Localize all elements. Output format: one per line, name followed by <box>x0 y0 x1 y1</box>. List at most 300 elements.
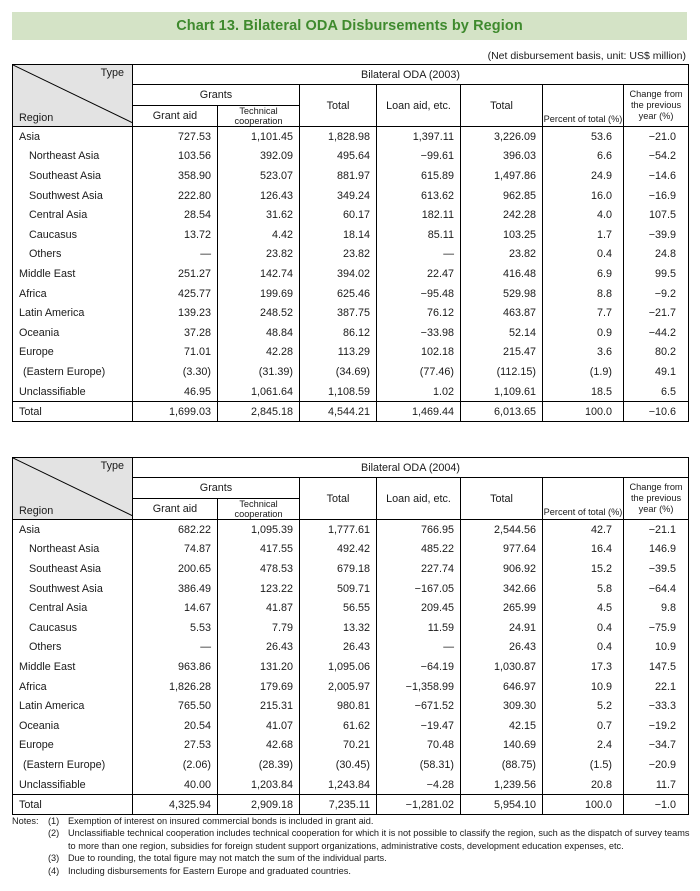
change-cell: −75.9 <box>624 618 689 638</box>
grants-total-cell: 7,235.11 <box>300 795 377 815</box>
table-row <box>13 755 689 775</box>
region-cell: Asia <box>13 520 133 540</box>
percent-header: Percent of total (%) <box>543 478 624 520</box>
note-key: (4) <box>48 865 60 876</box>
table-row <box>13 264 689 284</box>
grants-total-cell: 980.81 <box>300 696 377 716</box>
change-cell: −1.0 <box>624 795 689 815</box>
region-cell: Europe <box>13 343 133 363</box>
change-cell: −34.7 <box>624 736 689 756</box>
table-row <box>13 618 689 638</box>
grant-aid-cell: 425.77 <box>133 284 218 304</box>
percent-cell: 2.4 <box>543 736 624 756</box>
grant-aid-cell: 358.90 <box>133 166 218 186</box>
grants-header: Grants <box>133 85 300 106</box>
region-cell: Total <box>13 795 133 815</box>
region-cell: Southwest Asia <box>13 579 133 599</box>
grant-aid-cell: 727.53 <box>133 127 218 147</box>
grant-aid-cell: 103.56 <box>133 147 218 167</box>
percent-cell: 53.6 <box>543 127 624 147</box>
region-cell: Caucasus <box>13 225 133 245</box>
total-cell: (88.75) <box>461 755 543 775</box>
loan-aid-cell: (77.46) <box>377 362 461 382</box>
change-cell: −39.5 <box>624 559 689 579</box>
grant-aid-cell: 71.01 <box>133 343 218 363</box>
grants-total-cell: (30.45) <box>300 755 377 775</box>
grant-aid-cell: 963.86 <box>133 657 218 677</box>
total-cell: 396.03 <box>461 147 543 167</box>
tech-coop-cell: 1,061.64 <box>218 382 300 402</box>
grants-total-cell: 679.18 <box>300 559 377 579</box>
percent-cell: 3.6 <box>543 343 624 363</box>
percent-cell: 100.0 <box>543 402 624 422</box>
percent-cell: 8.8 <box>543 284 624 304</box>
change-cell: 80.2 <box>624 343 689 363</box>
change-cell: −21.0 <box>624 127 689 147</box>
percent-cell: 0.4 <box>543 638 624 658</box>
grant-aid-cell: — <box>133 638 218 658</box>
total-cell: 342.66 <box>461 579 543 599</box>
table-row <box>13 284 689 304</box>
percent-cell: 16.0 <box>543 186 624 206</box>
tech-coop-cell: 199.69 <box>218 284 300 304</box>
percent-cell: 7.7 <box>543 303 624 323</box>
note-item <box>12 815 692 827</box>
total-cell: 646.97 <box>461 677 543 697</box>
region-cell: (Eastern Europe) <box>13 362 133 382</box>
note-text: Exemption of interest on insured commercial bonds is included in grant aid. <box>68 816 374 826</box>
grants-total-cell: 492.42 <box>300 540 377 560</box>
loan-aid-cell: −64.19 <box>377 657 461 677</box>
total-cell: 140.69 <box>461 736 543 756</box>
loan-aid-cell: 227.74 <box>377 559 461 579</box>
percent-cell: 5.2 <box>543 696 624 716</box>
grant-aid-cell: 200.65 <box>133 559 218 579</box>
loan-aid-cell: −671.52 <box>377 696 461 716</box>
total-cell: 6,013.65 <box>461 402 543 422</box>
loan-aid-cell: 613.62 <box>377 186 461 206</box>
loan-aid-cell: (58.31) <box>377 755 461 775</box>
grant-aid-cell: 40.00 <box>133 775 218 795</box>
table-caption: Bilateral ODA (2004) <box>133 458 689 478</box>
grant-aid-cell: 251.27 <box>133 264 218 284</box>
grants-total-cell: 70.21 <box>300 736 377 756</box>
tech-coop-cell: 131.20 <box>218 657 300 677</box>
note-item <box>12 852 692 864</box>
grant-aid-cell: 13.72 <box>133 225 218 245</box>
grant-aid-cell: 37.28 <box>133 323 218 343</box>
change-header: Change from the previous year (%) <box>624 478 689 520</box>
change-cell: −21.7 <box>624 303 689 323</box>
region-cell: Central Asia <box>13 598 133 618</box>
total-cell: 2,544.56 <box>461 520 543 540</box>
tech-coop-cell: 2,909.18 <box>218 795 300 815</box>
region-label: Region <box>19 112 54 124</box>
grants-total-header: Total <box>300 85 377 127</box>
change-cell: −14.6 <box>624 166 689 186</box>
loan-aid-cell: 76.12 <box>377 303 461 323</box>
region-cell: Africa <box>13 677 133 697</box>
total-cell: 463.87 <box>461 303 543 323</box>
total-cell: 1,030.87 <box>461 657 543 677</box>
loan-aid-cell: 22.47 <box>377 264 461 284</box>
change-cell: 10.9 <box>624 638 689 658</box>
total-cell: 962.85 <box>461 186 543 206</box>
total-cell: 52.14 <box>461 323 543 343</box>
grants-total-cell: 881.97 <box>300 166 377 186</box>
table-row <box>13 559 689 579</box>
region-cell: Oceania <box>13 323 133 343</box>
tech-coop-cell: 1,095.39 <box>218 520 300 540</box>
loan-aid-cell: 70.48 <box>377 736 461 756</box>
region-cell: Unclassifiable <box>13 775 133 795</box>
table-row <box>13 775 689 795</box>
table-row <box>13 245 689 265</box>
region-cell: Northeast Asia <box>13 540 133 560</box>
region-cell: Latin America <box>13 303 133 323</box>
region-cell: Asia <box>13 127 133 147</box>
change-cell: −33.3 <box>624 696 689 716</box>
grant-aid-cell: 27.53 <box>133 736 218 756</box>
change-cell: −39.9 <box>624 225 689 245</box>
total-cell: 1,239.56 <box>461 775 543 795</box>
table-row <box>13 186 689 206</box>
change-cell: −16.9 <box>624 186 689 206</box>
unit-note: (Net disbursement basis, unit: US$ million) <box>487 50 686 62</box>
tech-coop-cell: (28.39) <box>218 755 300 775</box>
table-row <box>13 696 689 716</box>
tech-coop-cell: 41.07 <box>218 716 300 736</box>
change-cell: 22.1 <box>624 677 689 697</box>
grants-total-cell: 2,005.97 <box>300 677 377 697</box>
grant-aid-cell: 1,699.03 <box>133 402 218 422</box>
grants-total-cell: 26.43 <box>300 638 377 658</box>
percent-cell: 4.5 <box>543 598 624 618</box>
loan-aid-cell: 485.22 <box>377 540 461 560</box>
change-cell: 146.9 <box>624 540 689 560</box>
loan-aid-cell: −99.61 <box>377 147 461 167</box>
grants-total-header: Total <box>300 478 377 520</box>
grants-total-cell: 23.82 <box>300 245 377 265</box>
total-cell: 309.30 <box>461 696 543 716</box>
table-row <box>13 323 689 343</box>
grant-aid-cell: 4,325.94 <box>133 795 218 815</box>
percent-cell: 5.8 <box>543 579 624 599</box>
grant-aid-cell: 74.87 <box>133 540 218 560</box>
grants-total-cell: 1,095.06 <box>300 657 377 677</box>
tech-coop-cell: 31.62 <box>218 205 300 225</box>
loan-aid-cell: 1,397.11 <box>377 127 461 147</box>
loan-aid-cell: −1,358.99 <box>377 677 461 697</box>
grants-total-cell: 625.46 <box>300 284 377 304</box>
region-cell: (Eastern Europe) <box>13 755 133 775</box>
loan-aid-cell: −4.28 <box>377 775 461 795</box>
total-cell: 26.43 <box>461 638 543 658</box>
region-cell: Europe <box>13 736 133 756</box>
region-cell: Oceania <box>13 716 133 736</box>
chart-title-bar <box>12 12 687 40</box>
region-cell: Unclassifiable <box>13 382 133 402</box>
grants-total-cell: 13.32 <box>300 618 377 638</box>
change-cell: 6.5 <box>624 382 689 402</box>
change-cell: 107.5 <box>624 205 689 225</box>
region-cell: Latin America <box>13 696 133 716</box>
note-text: Unclassifiable technical cooperation includes technical cooperation for which it is not possible to classify the region, such as the dispatch of survey teams to more than one region, subsidies for foreign student support organizations, administrative costs, development education expenses, etc. <box>68 828 690 851</box>
tech-coop-cell: 1,101.45 <box>218 127 300 147</box>
table-row <box>13 127 689 147</box>
tech-coop-cell: 179.69 <box>218 677 300 697</box>
grant-aid-cell: 682.22 <box>133 520 218 540</box>
grant-aid-cell: 139.23 <box>133 303 218 323</box>
grants-total-cell: 1,828.98 <box>300 127 377 147</box>
loan-aid-cell: 102.18 <box>377 343 461 363</box>
loan-aid-cell: −33.98 <box>377 323 461 343</box>
grant-aid-cell: 20.54 <box>133 716 218 736</box>
grants-total-cell: 509.71 <box>300 579 377 599</box>
total-row <box>13 402 689 422</box>
total-cell: 1,109.61 <box>461 382 543 402</box>
grant-aid-header: Grant aid <box>133 106 218 127</box>
type-label: Type <box>100 460 124 472</box>
total-cell: 23.82 <box>461 245 543 265</box>
percent-cell: 0.9 <box>543 323 624 343</box>
tech-coop-header: Technical cooperation <box>218 106 300 127</box>
loan-aid-cell: −167.05 <box>377 579 461 599</box>
grants-total-cell: 4,544.21 <box>300 402 377 422</box>
tech-coop-cell: 392.09 <box>218 147 300 167</box>
table-row <box>13 205 689 225</box>
tech-coop-cell: 523.07 <box>218 166 300 186</box>
table-row <box>13 540 689 560</box>
percent-cell: 18.5 <box>543 382 624 402</box>
region-cell: Africa <box>13 284 133 304</box>
note-text: Including disbursements for Eastern Europe and graduated countries. <box>68 865 351 876</box>
percent-cell: 0.7 <box>543 716 624 736</box>
total-cell: 215.47 <box>461 343 543 363</box>
oda-table-2003 <box>12 64 689 422</box>
percent-cell: 16.4 <box>543 540 624 560</box>
grants-total-cell: 60.17 <box>300 205 377 225</box>
loan-aid-cell: 85.11 <box>377 225 461 245</box>
table-caption: Bilateral ODA (2003) <box>133 65 689 85</box>
change-cell: −54.2 <box>624 147 689 167</box>
percent-cell: 1.7 <box>543 225 624 245</box>
table-row <box>13 736 689 756</box>
table-row <box>13 677 689 697</box>
total-header: Total <box>461 478 543 520</box>
loan-aid-cell: 1.02 <box>377 382 461 402</box>
total-cell: 529.98 <box>461 284 543 304</box>
tech-coop-cell: 26.43 <box>218 638 300 658</box>
table-row <box>13 343 689 363</box>
tech-coop-cell: 478.53 <box>218 559 300 579</box>
tech-coop-cell: 23.82 <box>218 245 300 265</box>
region-cell: Total <box>13 402 133 422</box>
percent-cell: 0.4 <box>543 245 624 265</box>
grants-total-cell: 1,108.59 <box>300 382 377 402</box>
total-cell: 977.64 <box>461 540 543 560</box>
region-cell: Middle East <box>13 264 133 284</box>
type-label: Type <box>100 67 124 79</box>
grant-aid-cell: 46.95 <box>133 382 218 402</box>
region-cell: Middle East <box>13 657 133 677</box>
grant-aid-cell: (2.06) <box>133 755 218 775</box>
total-cell: (112.15) <box>461 362 543 382</box>
grant-aid-cell: 222.80 <box>133 186 218 206</box>
change-cell: 11.7 <box>624 775 689 795</box>
region-cell: Southwest Asia <box>13 186 133 206</box>
loan-aid-cell: 615.89 <box>377 166 461 186</box>
tech-coop-header: Technical cooperation <box>218 499 300 520</box>
grants-total-cell: 387.75 <box>300 303 377 323</box>
loan-aid-cell: — <box>377 638 461 658</box>
percent-cell: 100.0 <box>543 795 624 815</box>
grants-total-cell: 86.12 <box>300 323 377 343</box>
total-cell: 242.28 <box>461 205 543 225</box>
note-item <box>12 865 692 877</box>
note-key: (2) <box>48 828 60 839</box>
region-cell: Caucasus <box>13 618 133 638</box>
loan-aid-cell: −1,281.02 <box>377 795 461 815</box>
change-cell: −44.2 <box>624 323 689 343</box>
tech-coop-cell: 142.74 <box>218 264 300 284</box>
percent-cell: 10.9 <box>543 677 624 697</box>
notes-label: Notes: <box>12 816 39 826</box>
percent-cell: 24.9 <box>543 166 624 186</box>
corner-cell <box>13 65 133 127</box>
grants-header: Grants <box>133 478 300 499</box>
change-cell: −19.2 <box>624 716 689 736</box>
tech-coop-cell: 2,845.18 <box>218 402 300 422</box>
total-cell: 103.25 <box>461 225 543 245</box>
loan-aid-cell: 209.45 <box>377 598 461 618</box>
change-cell: 24.8 <box>624 245 689 265</box>
note-key: (1) <box>48 816 60 826</box>
oda-table-2004 <box>12 457 689 815</box>
grant-aid-cell: 1,826.28 <box>133 677 218 697</box>
table-row <box>13 520 689 540</box>
table-row <box>13 638 689 658</box>
percent-cell: 17.3 <box>543 657 624 677</box>
tech-coop-cell: 215.31 <box>218 696 300 716</box>
percent-header: Percent of total (%) <box>543 85 624 127</box>
grants-total-cell: 56.55 <box>300 598 377 618</box>
grants-total-cell: 495.64 <box>300 147 377 167</box>
change-cell: −10.6 <box>624 402 689 422</box>
notes <box>12 815 692 877</box>
change-cell: 99.5 <box>624 264 689 284</box>
table-row <box>13 657 689 677</box>
table-row <box>13 303 689 323</box>
change-cell: 9.8 <box>624 598 689 618</box>
percent-cell: 20.8 <box>543 775 624 795</box>
percent-cell: 15.2 <box>543 559 624 579</box>
table-row <box>13 362 689 382</box>
loan-aid-cell: 1,469.44 <box>377 402 461 422</box>
percent-cell: 6.6 <box>543 147 624 167</box>
table-row <box>13 382 689 402</box>
percent-cell: (1.5) <box>543 755 624 775</box>
change-cell: −20.9 <box>624 755 689 775</box>
total-cell: 265.99 <box>461 598 543 618</box>
note-text: Due to rounding, the total figure may not match the sum of the individual parts. <box>68 853 387 864</box>
percent-cell: 0.4 <box>543 618 624 638</box>
loan-aid-cell: — <box>377 245 461 265</box>
tech-coop-cell: 126.43 <box>218 186 300 206</box>
loan-aid-cell: 766.95 <box>377 520 461 540</box>
tech-coop-cell: 48.84 <box>218 323 300 343</box>
percent-cell: 42.7 <box>543 520 624 540</box>
region-cell: Southeast Asia <box>13 559 133 579</box>
tech-coop-cell: 417.55 <box>218 540 300 560</box>
tech-coop-cell: 41.87 <box>218 598 300 618</box>
loan-aid-header: Loan aid, etc. <box>377 85 461 127</box>
grants-total-cell: (34.69) <box>300 362 377 382</box>
percent-cell: 6.9 <box>543 264 624 284</box>
grants-total-cell: 1,243.84 <box>300 775 377 795</box>
total-cell: 906.92 <box>461 559 543 579</box>
region-cell: Others <box>13 245 133 265</box>
tech-coop-cell: 1,203.84 <box>218 775 300 795</box>
grant-aid-cell: 28.54 <box>133 205 218 225</box>
note-key: (3) <box>48 853 60 864</box>
chart-title: Chart 13. Bilateral ODA Disbursements by Region <box>176 18 523 34</box>
grant-aid-header: Grant aid <box>133 499 218 520</box>
tech-coop-cell: 123.22 <box>218 579 300 599</box>
tech-coop-cell: 248.52 <box>218 303 300 323</box>
change-cell: 147.5 <box>624 657 689 677</box>
grant-aid-cell: 386.49 <box>133 579 218 599</box>
region-cell: Northeast Asia <box>13 147 133 167</box>
total-cell: 416.48 <box>461 264 543 284</box>
corner-cell <box>13 458 133 520</box>
grant-aid-cell: 14.67 <box>133 598 218 618</box>
total-cell: 3,226.09 <box>461 127 543 147</box>
loan-aid-cell: 182.11 <box>377 205 461 225</box>
loan-aid-header: Loan aid, etc. <box>377 478 461 520</box>
grant-aid-cell: 765.50 <box>133 696 218 716</box>
total-cell: 42.15 <box>461 716 543 736</box>
region-cell: Central Asia <box>13 205 133 225</box>
table-row <box>13 579 689 599</box>
grants-total-cell: 1,777.61 <box>300 520 377 540</box>
tech-coop-cell: 42.28 <box>218 343 300 363</box>
table-row <box>13 716 689 736</box>
table-row <box>13 598 689 618</box>
loan-aid-cell: −19.47 <box>377 716 461 736</box>
grants-total-cell: 349.24 <box>300 186 377 206</box>
total-row <box>13 795 689 815</box>
grants-total-cell: 394.02 <box>300 264 377 284</box>
region-cell: Southeast Asia <box>13 166 133 186</box>
change-cell: −64.4 <box>624 579 689 599</box>
total-cell: 24.91 <box>461 618 543 638</box>
tech-coop-cell: 4.42 <box>218 225 300 245</box>
grant-aid-cell: — <box>133 245 218 265</box>
note-item <box>12 827 692 852</box>
grants-total-cell: 113.29 <box>300 343 377 363</box>
grants-total-cell: 61.62 <box>300 716 377 736</box>
total-header: Total <box>461 85 543 127</box>
table-row <box>13 147 689 167</box>
total-cell: 1,497.86 <box>461 166 543 186</box>
tech-coop-cell: 7.79 <box>218 618 300 638</box>
loan-aid-cell: −95.48 <box>377 284 461 304</box>
region-label: Region <box>19 505 54 517</box>
change-cell: −9.2 <box>624 284 689 304</box>
tech-coop-cell: 42.68 <box>218 736 300 756</box>
grants-total-cell: 18.14 <box>300 225 377 245</box>
